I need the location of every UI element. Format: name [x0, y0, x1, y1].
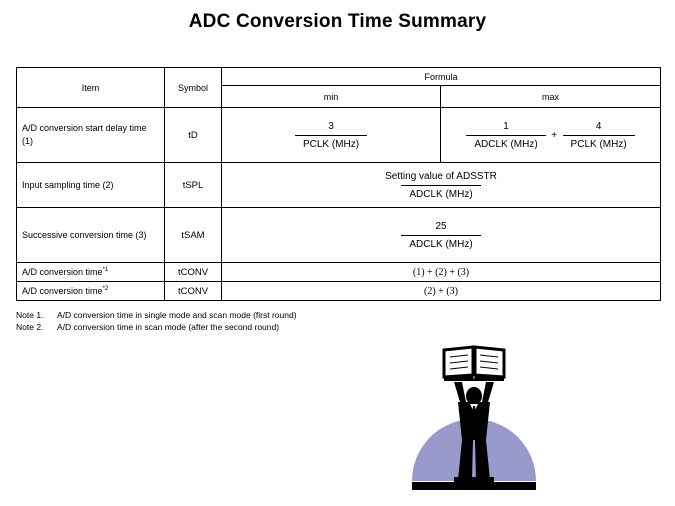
fraction — [466, 121, 545, 150]
formula-min — [222, 108, 441, 163]
note-label: Note 2. — [16, 322, 44, 332]
formula-cell — [222, 163, 661, 208]
header-row-1 — [17, 68, 661, 86]
table-row — [17, 208, 661, 263]
row-symbol: tSAM — [165, 208, 222, 263]
formula-cell: (2) + (3) — [222, 282, 661, 301]
fraction — [563, 121, 635, 150]
fraction-denominator: PCLK (MHz) — [295, 135, 367, 150]
fraction — [295, 121, 367, 150]
footnote-marker: *2 — [102, 285, 109, 292]
fraction-denominator: PCLK (MHz) — [563, 135, 635, 150]
row-item-label — [17, 263, 165, 282]
fraction-numerator: 1 — [503, 120, 509, 132]
row-symbol: tSPL — [165, 163, 222, 208]
note — [16, 309, 297, 321]
table-row — [17, 163, 661, 208]
header-symbol: Symbol — [165, 68, 222, 108]
fraction — [377, 171, 505, 200]
plus-sign: + — [551, 129, 558, 141]
table-row — [17, 108, 661, 163]
formula-cell — [222, 208, 661, 263]
note-text: A/D conversion time in single mode and scan mode (first round) — [57, 310, 297, 320]
row-symbol: tCONV — [165, 263, 222, 282]
header-max: max — [441, 86, 661, 108]
fraction-denominator: ADCLK (MHz) — [401, 235, 480, 250]
row-symbol: tCONV — [165, 282, 222, 301]
notes — [16, 309, 297, 333]
fraction — [401, 221, 480, 250]
row-item-text: A/D conversion time — [22, 285, 103, 296]
fraction-numerator: 3 — [328, 120, 334, 132]
header-item: Item — [17, 68, 165, 108]
fraction-numerator: Setting value of ADSSTR — [385, 170, 497, 182]
note-label: Note 1. — [16, 310, 44, 320]
fraction-numerator: 25 — [435, 220, 447, 232]
note — [16, 321, 297, 333]
row-item-label: A/D conversion start delay time (1) — [17, 108, 165, 163]
table-row — [17, 282, 661, 301]
fraction-denominator: ADCLK (MHz) — [401, 185, 480, 200]
formula-cell: (1) + (2) + (3) — [222, 263, 661, 282]
table-row — [17, 263, 661, 282]
row-item-text: A/D conversion time — [22, 266, 103, 277]
slide-title: ADC Conversion Time Summary — [188, 11, 487, 32]
adc-conversion-table — [16, 67, 661, 301]
footnote-marker: *1 — [102, 266, 109, 273]
fraction-numerator: 4 — [595, 120, 602, 132]
note-text: A/D conversion time in scan mode (after the second round) — [57, 322, 280, 332]
row-symbol: tD — [165, 108, 222, 163]
fraction-denominator: ADCLK (MHz) — [466, 135, 545, 150]
header-min: min — [222, 86, 441, 108]
formula-max — [441, 108, 661, 163]
row-item-label — [17, 282, 165, 301]
header-formula: Formula — [222, 68, 661, 86]
row-item-label: Input sampling time (2) — [17, 163, 165, 208]
row-item-label: Successive conversion time (3) — [17, 208, 165, 263]
person-holding-book-icon — [400, 342, 550, 494]
